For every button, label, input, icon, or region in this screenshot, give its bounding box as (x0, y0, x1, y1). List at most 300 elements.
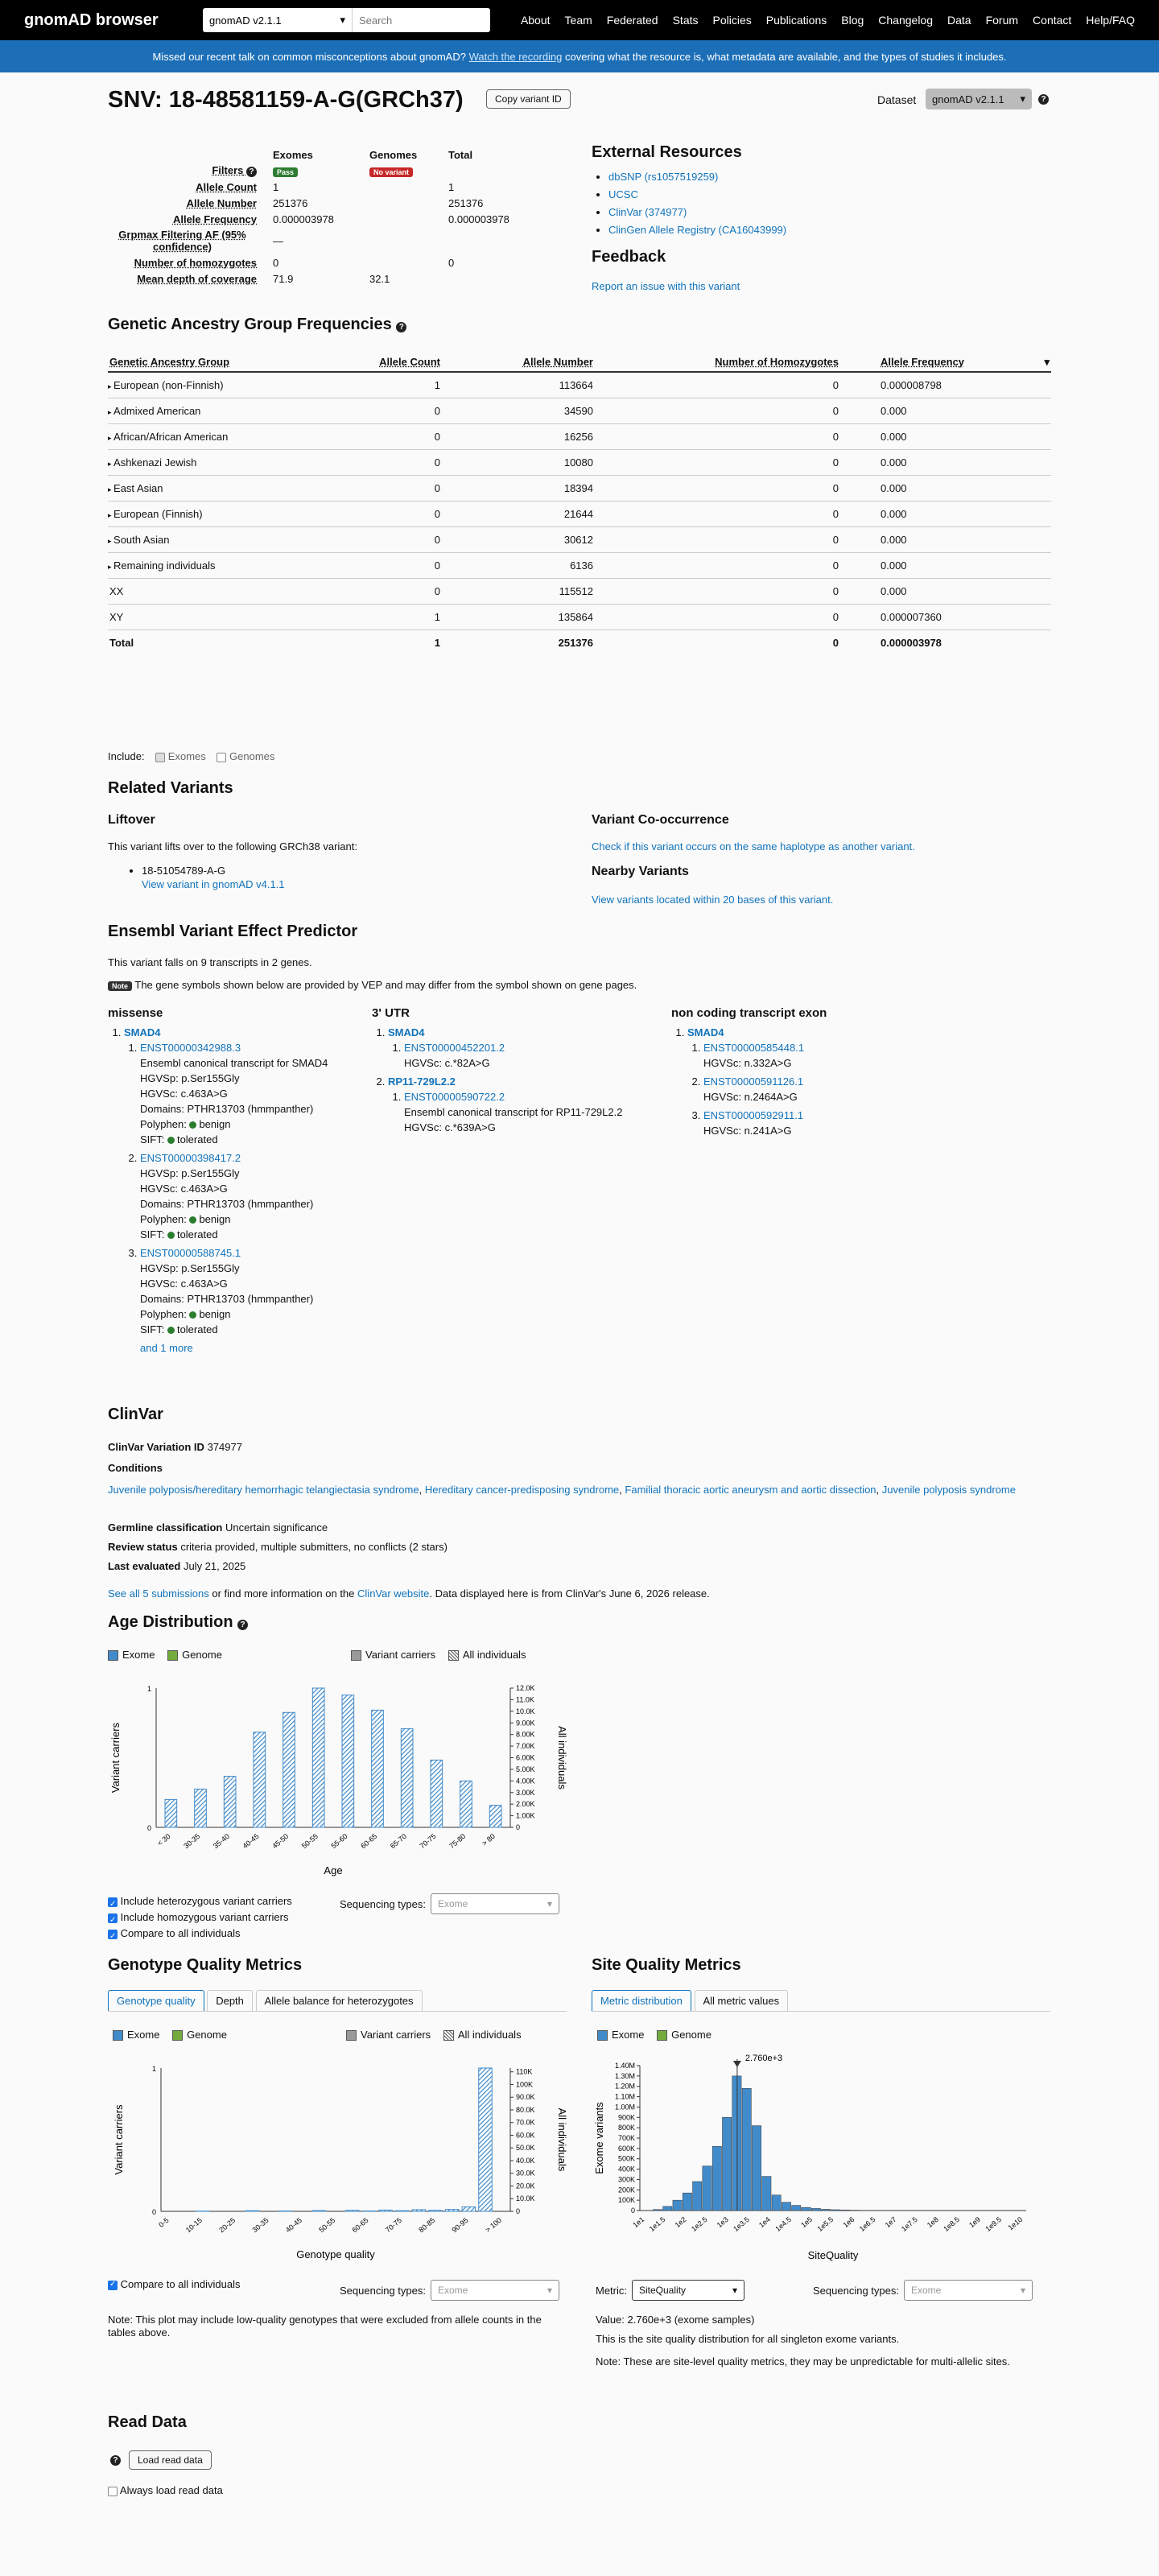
clinvar-title: ClinVar (108, 1406, 163, 1423)
table-cell: 1 (349, 372, 442, 398)
y2-tick-label: 60.0K (516, 2131, 535, 2140)
gene-link[interactable]: SMAD4 (388, 1026, 425, 1038)
table-row[interactable] (108, 552, 1051, 578)
nav-data[interactable]: Data (947, 14, 971, 27)
x-tick-label: 1e4.5 (773, 2215, 794, 2234)
table-cell: 0 (595, 372, 840, 398)
x-tick-label: 1e8.5 (942, 2215, 961, 2234)
nav-contact[interactable]: Contact (1033, 14, 1072, 27)
table-cell: 0.000003978 (881, 636, 942, 649)
expand-caret-icon[interactable]: ▸ (108, 433, 114, 442)
y2-tick-label: 0 (516, 2207, 521, 2215)
sq-bar (703, 2166, 711, 2211)
gq-compare-checkbox[interactable] (108, 2281, 118, 2290)
y-tick-label: 1.20M (614, 2082, 635, 2091)
age-legend: Exome Genome (108, 1649, 222, 1661)
cooc-title: Variant Co-occurrence (592, 813, 729, 827)
x-tick-label: 30-35 (182, 1831, 202, 1851)
age-title: Age Distribution ? (108, 1613, 248, 1632)
table-cell: 0 (595, 501, 840, 526)
show-more-link[interactable]: and 1 more (140, 1342, 193, 1354)
table-cell: 113664 (442, 372, 595, 398)
top-nav (0, 0, 1159, 40)
cooc-link[interactable]: Check if this variant occurs on the same haplotype as another variant. (592, 840, 915, 852)
table-cell: 0.000 (840, 475, 1051, 501)
caret-down-icon: ▾ (1020, 2285, 1025, 2296)
status-dot-icon (189, 1311, 196, 1319)
x-tick-label: 1e10 (1006, 2215, 1025, 2232)
y-tick-label: 0 (151, 2208, 156, 2216)
x-tick-label: 80-85 (417, 2215, 437, 2235)
col-header[interactable]: Genetic Ancestry Group (108, 353, 349, 372)
age-bar (283, 1712, 295, 1827)
page-title: SNV: 18-48581159-A-G(GRCh37) (108, 87, 464, 113)
table-cell: 0 (595, 526, 840, 552)
dbsnp-link[interactable]: dbSNP (rs1057519259) (608, 171, 719, 183)
y2-tick-label: 20.0K (516, 2182, 535, 2190)
tab-all-metric-values[interactable]: All metric values (695, 1990, 789, 2011)
table-cell: 30612 (442, 526, 595, 552)
expand-caret-icon[interactable]: ▸ (108, 459, 114, 468)
status-dot-icon (189, 1121, 196, 1129)
table-cell: 0.000 (840, 501, 1051, 526)
help-icon[interactable]: ? (237, 1620, 248, 1630)
table-row[interactable] (108, 372, 1051, 398)
y-tick-label: 700K (617, 2134, 635, 2142)
y-axis-label: Exome variants (593, 2102, 605, 2174)
condition-link[interactable]: Familial thoracic aortic aneurysm and aortic dissection (625, 1484, 876, 1496)
transcript-detail: SIFT: tolerated (140, 1133, 218, 1146)
y-tick-label: 800K (617, 2124, 635, 2132)
feedback-title: Feedback (592, 248, 666, 266)
y2-tick-label: 10.0K (516, 2194, 535, 2203)
table-cell: 21644 (442, 501, 595, 526)
condition-link[interactable]: Juvenile polyposis/hereditary hemorrhagic telangiectasia syndrome (108, 1484, 419, 1496)
transcript-detail: Polyphen: benign (140, 1308, 231, 1320)
ucsc-link[interactable]: UCSC (608, 188, 638, 200)
x-tick-label: 30-35 (250, 2215, 270, 2235)
nav-changelog[interactable]: Changelog (878, 14, 934, 27)
sq-bar (722, 2117, 731, 2211)
y2-tick-label: 9.00K (516, 1719, 535, 1728)
gq-bar (445, 2210, 459, 2211)
liftover-title: Liftover (108, 813, 155, 827)
age-bar (431, 1760, 443, 1827)
x-tick-label: 70-75 (418, 1831, 438, 1851)
help-icon[interactable]: ? (1038, 94, 1049, 105)
help-icon[interactable]: ? (110, 2455, 121, 2466)
y2-tick-label: 5.00K (516, 1765, 535, 1773)
x-tick-label: 1e5.5 (815, 2215, 835, 2234)
transcript-detail: Domains: PTHR13703 (hmmpanther) (140, 1293, 314, 1305)
table-row[interactable] (108, 604, 1051, 630)
table-cell: 34590 (442, 398, 595, 423)
table-cell: 0 (595, 475, 840, 501)
transcript-link[interactable]: ENST00000342988.3 (140, 1042, 241, 1054)
y-tick-label: 1 (146, 1685, 151, 1693)
sq-bar (792, 2206, 801, 2211)
table-cell: ▸ African/African American (108, 423, 349, 449)
col-header[interactable]: Allele Number (442, 353, 595, 372)
condition-link[interactable]: Hereditary cancer-predisposing syndrome (424, 1484, 620, 1496)
table-cell: ▸ Ashkenazi Jewish (108, 449, 349, 475)
x-tick-label: 20-25 (217, 2215, 237, 2235)
y-tick-label: 900K (617, 2113, 635, 2122)
sq-bar (683, 2193, 691, 2211)
clingen-link[interactable]: ClinGen Allele Registry (CA16043999) (608, 224, 787, 236)
transcript-detail: HGVSp: p.Ser155Gly (140, 1262, 240, 1274)
expand-caret-icon[interactable]: ▸ (108, 485, 114, 493)
transcript-detail: Polyphen: benign (140, 1213, 231, 1225)
sq-bar (802, 2207, 810, 2211)
table-cell: 0 (349, 501, 442, 526)
pass-badge: Pass (273, 167, 298, 177)
y2-tick-label: 80.0K (516, 2105, 535, 2114)
age-seq-select[interactable]: Exome ▾ (431, 1893, 559, 1914)
nav-policies[interactable]: Policies (712, 14, 752, 27)
table-row[interactable] (108, 398, 1051, 423)
y2-tick-label: 40.0K (516, 2156, 535, 2165)
nav-federated[interactable]: Federated (606, 14, 658, 27)
table-cell: XY (108, 604, 349, 630)
x-tick-label: 1e9 (967, 2215, 983, 2230)
table-cell: 0.000007360 (840, 604, 1051, 630)
gq-legend: Exome Genome (113, 2029, 227, 2041)
ancestry-title: Genetic Ancestry Group Frequencies ? (108, 316, 406, 334)
table-cell: ▸ European (Finnish) (108, 501, 349, 526)
y-tick-label: 1.40M (614, 2062, 635, 2070)
note-badge: Note (108, 981, 132, 991)
gene-link[interactable]: RP11-729L2.2 (388, 1075, 456, 1088)
transcript-link[interactable]: ENST00000398417.2 (140, 1152, 241, 1164)
table-cell: ▸ European (non-Finnish) (108, 372, 349, 398)
table-cell: 6136 (442, 552, 595, 578)
table-cell: 0 (832, 636, 839, 649)
nav-about[interactable]: About (520, 14, 551, 27)
table-cell: 0 (349, 398, 442, 423)
table-cell: ▸ Admixed American (108, 398, 349, 423)
age-bar (254, 1732, 266, 1827)
sq-bar (742, 2088, 751, 2211)
age-bar (460, 1781, 472, 1827)
vep-missense: missense 1. SMAD4 1. ENST00000342988.3 Ensembl canonical transcript for SMAD4 HGVSp: p.Ser155Gly HGVSc: c.463A>G Domains: PTHR13703 (hmmpanther) Polyphen: benign SIFT: tolerated 2. ENST00000398417.2 HGVSp: p.Ser155Gly HGVSc: c.463A>G Domains: PTHR13703 (hmmpanther) Polyphen: benign SIFT: tolerated 3. ENST00000588745.1 HGVSp: p.Ser155Gly HGVSc: c.463A>G Domains: PTHR13703 (hmmpanther) Polyphen: benign SIFT: tolerated and 1 more (108, 1006, 365, 1359)
nav-forum[interactable]: Forum (985, 14, 1019, 27)
help-icon[interactable]: ? (246, 167, 257, 177)
x-tick-label: 1e5 (799, 2215, 815, 2230)
x-tick-label: 1e1.5 (647, 2215, 667, 2234)
report-issue-link[interactable]: Report an issue with this variant (592, 280, 740, 292)
gq-seq-select[interactable]: Exome ▾ (431, 2280, 559, 2301)
no-variant-badge: No variant (369, 167, 413, 177)
y2-tick-label: 100K (516, 2080, 534, 2089)
transcript-detail: Ensembl canonical transcript for SMAD4 (140, 1057, 328, 1069)
table-row[interactable] (108, 423, 1051, 449)
table-cell: 0 (349, 578, 442, 604)
sq-bar (653, 2210, 662, 2211)
age-bar (342, 1695, 354, 1827)
status-dot-icon (167, 1327, 175, 1334)
sq-bar (831, 2210, 840, 2211)
age-bar (195, 1789, 207, 1827)
caret-down-icon: ▾ (340, 14, 345, 26)
clinvar-link[interactable]: ClinVar (374977) (608, 206, 687, 218)
table-cell: ▸ Remaining individuals (108, 552, 349, 578)
sq-bar (772, 2195, 781, 2211)
x-axis-label: SiteQuality (807, 2249, 859, 2261)
transcript-link[interactable]: ENST00000590722.2 (404, 1091, 505, 1103)
nearby-link[interactable]: View variants located within 20 bases of this variant. (592, 894, 834, 906)
y2-axis-label: All individuals (556, 2107, 568, 2172)
x-tick-label: > 100 (484, 2215, 503, 2235)
nav-stats[interactable]: Stats (672, 14, 699, 27)
gene-link[interactable]: SMAD4 (687, 1026, 724, 1038)
y-tick-label: 1.00M (614, 2103, 635, 2112)
y2-tick-label: 30.0K (516, 2169, 535, 2178)
y2-tick-label: 6.00K (516, 1753, 535, 1762)
sq-bar (663, 2207, 672, 2211)
table-row[interactable] (108, 501, 1051, 526)
nav-help[interactable]: Help/FAQ (1086, 14, 1135, 27)
table-cell: 1 (434, 636, 440, 649)
table-cell: ▸ East Asian (108, 475, 349, 501)
sq-seq-select[interactable]: Exome ▾ (904, 2280, 1033, 2301)
status-dot-icon (189, 1216, 196, 1224)
x-tick-label: 40-45 (283, 2215, 303, 2235)
age-bar (312, 1688, 324, 1827)
caret-down-icon: ▾ (547, 2285, 552, 2296)
age-bar (372, 1710, 384, 1827)
liftover-link[interactable]: View variant in gnomAD v4.1.1 (142, 878, 285, 890)
expand-caret-icon[interactable]: ▸ (108, 382, 114, 390)
x-tick-label: 35-40 (211, 1831, 231, 1851)
table-cell: 0 (349, 449, 442, 475)
gq-bar (379, 2210, 393, 2211)
col-header-sorted[interactable]: Allele Frequency ▾ (840, 353, 1051, 372)
y2-tick-label: 50.0K (516, 2144, 535, 2153)
metric-select[interactable]: SiteQuality ▾ (632, 2280, 744, 2301)
sq-bar (782, 2202, 790, 2211)
ancestry-table (108, 353, 1051, 655)
table-row[interactable] (108, 578, 1051, 604)
expand-caret-icon[interactable]: ▸ (108, 407, 114, 416)
tab-depth[interactable]: Depth (207, 1990, 253, 2011)
external-resources-title: External Resources (592, 143, 742, 161)
status-dot-icon (167, 1137, 175, 1144)
tab-metric-distribution[interactable]: Metric distribution (592, 1990, 691, 2011)
x-tick-label: 40-45 (241, 1831, 261, 1851)
y-tick-label: 0 (630, 2207, 635, 2215)
gq-bar (412, 2210, 426, 2211)
x-tick-label: 90-95 (450, 2215, 470, 2235)
y-tick-label: 100K (617, 2196, 635, 2205)
y2-tick-label: 10.0K (516, 1707, 535, 1715)
sort-caret-icon: ▾ (1044, 355, 1050, 368)
gq-tabs (108, 1990, 567, 2012)
table-row[interactable] (108, 449, 1051, 475)
age-legend-2: Variant carriers All individuals (351, 1649, 526, 1661)
table-cell: 0 (595, 423, 840, 449)
y2-tick-label: 90.0K (516, 2093, 535, 2102)
y2-tick-label: 11.0K (516, 1695, 534, 1704)
transcript-detail: Domains: PTHR13703 (hmmpanther) (140, 1103, 314, 1115)
marker-arrow-icon (733, 2061, 741, 2067)
x-tick-label: 1e3.5 (732, 2215, 751, 2234)
transcript-link[interactable]: ENST00000588745.1 (140, 1247, 241, 1259)
external-links (608, 171, 786, 242)
table-cell: 0 (595, 604, 840, 630)
search-input[interactable]: Search (352, 8, 490, 32)
y-tick-label: 0 (146, 1824, 151, 1832)
age-bar (401, 1728, 413, 1827)
table-cell: 0.000 (840, 578, 1051, 604)
copy-variant-id-button[interactable]: Copy variant ID (486, 89, 571, 109)
y2-tick-label: 2.00K (516, 1800, 535, 1809)
condition-link[interactable]: Juvenile polyposis syndrome (881, 1484, 1016, 1496)
x-axis-label: Age (324, 1864, 343, 1876)
always-load-checkbox[interactable] (108, 2487, 118, 2496)
x-tick-label: 1e3 (715, 2215, 730, 2230)
y2-tick-label: 70.0K (516, 2118, 535, 2127)
het-checkbox[interactable] (108, 1897, 118, 1907)
age-chart (108, 1674, 575, 1884)
genomes-checkbox[interactable] (217, 753, 226, 762)
sq-bar (762, 2177, 771, 2211)
sq-bar (752, 2126, 761, 2211)
x-tick-label: 70-75 (383, 2215, 403, 2235)
x-tick-label: 1e7 (883, 2215, 898, 2230)
x-tick-label: 1e9.5 (984, 2215, 1004, 2234)
table-row[interactable] (108, 526, 1051, 552)
transcript-link[interactable]: ENST00000591126.1 (703, 1075, 804, 1088)
table-cell: 0.000 (840, 526, 1051, 552)
table-cell: 115512 (442, 578, 595, 604)
x-tick-label: 1e4 (757, 2215, 772, 2230)
transcript-link[interactable]: ENST00000585448.1 (703, 1042, 805, 1054)
vep-noncoding: non coding transcript exon 1. SMAD4 1. ENST00000585448.1 HGVSc: n.332A>G 2. ENST00000591126.1 HGVSc: n.2464A>G 3. ENST00000592911.1 HGVSc: n.241A>G (671, 1006, 913, 1141)
transcript-detail: Domains: PTHR13703 (hmmpanther) (140, 1198, 314, 1210)
gq-bar (479, 2068, 493, 2211)
liftover-list: • 18-51054789-A-G (142, 865, 225, 877)
summary-table: Exomes Genomes Total Filters ? Pass No variant Allele Count 1 1 Allele Number 251376 251376 Allele Frequency 0.000003978 0.000003978 Grpmax Filtering AF (95% confidence) — Number of homozygotes 0 0 Mean depth of coverage 71.9 32.1 (118, 148, 509, 285)
age-bar (489, 1806, 501, 1827)
banner-link[interactable]: Watch the recording (468, 50, 563, 63)
col-header[interactable]: Number of Homozygotes (595, 353, 840, 372)
gq-title: Genotype Quality Metrics (108, 1956, 303, 1974)
sq-legend: Exome Genome (597, 2029, 711, 2041)
read-title: Read Data (108, 2413, 187, 2431)
y-tick-label: 200K (617, 2186, 635, 2194)
y2-tick-label: 3.00K (516, 1788, 535, 1797)
x-tick-label: 50-55 (317, 2215, 337, 2235)
brand-logo[interactable]: gnomAD browser (24, 10, 159, 29)
nav-publications[interactable]: Publications (765, 14, 827, 27)
hom-checkbox[interactable] (108, 1913, 118, 1923)
dataset-select[interactable]: gnomAD v2.1.1 ▾ (926, 89, 1032, 109)
sq-bar (673, 2200, 682, 2211)
x-tick-label: 1e6.5 (857, 2215, 877, 2234)
version-select[interactable]: gnomAD v2.1.1 ▾ (203, 8, 352, 32)
transcript-detail: SIFT: tolerated (140, 1228, 218, 1241)
tab-allele-balance[interactable]: Allele balance for heterozygotes (256, 1990, 423, 2011)
gq-chart (108, 2054, 575, 2268)
tab-genotype-quality[interactable]: Genotype quality (108, 1990, 204, 2011)
transcript-link[interactable]: ENST00000592911.1 (703, 1109, 804, 1121)
table-cell: XX (108, 578, 349, 604)
nav-blog[interactable]: Blog (841, 14, 864, 27)
table-cell: 1 (349, 604, 442, 630)
y2-tick-label: 12.0K (516, 1684, 535, 1692)
y2-axis-label: All individuals (556, 1726, 568, 1790)
y2-tick-label: 8.00K (516, 1730, 535, 1739)
x-tick-label: 1e6 (841, 2215, 856, 2230)
nav-team[interactable]: Team (564, 14, 592, 27)
y-tick-label: 1.10M (614, 2092, 635, 2101)
expand-caret-icon[interactable]: ▸ (108, 510, 114, 519)
transcript-link[interactable]: ENST00000452201.2 (404, 1042, 505, 1054)
compare-checkbox[interactable] (108, 1930, 118, 1939)
expand-caret-icon[interactable]: ▸ (108, 562, 114, 571)
table-cell: 135864 (442, 604, 595, 630)
vep-title: Ensembl Variant Effect Predictor (108, 923, 358, 940)
x-tick-label: 55-60 (329, 1831, 349, 1851)
status-dot-icon (167, 1232, 175, 1239)
table-cell: 18394 (442, 475, 595, 501)
y2-tick-label: 1.00K (516, 1811, 535, 1820)
caret-down-icon: ▾ (732, 2285, 737, 2296)
sq-bar (841, 2210, 850, 2211)
expand-caret-icon[interactable]: ▸ (108, 536, 114, 545)
table-cell: ▸ South Asian (108, 526, 349, 552)
sq-bar (693, 2182, 702, 2211)
y2-tick-label: 0 (516, 1823, 521, 1831)
caret-down-icon: ▾ (1020, 93, 1025, 105)
y-tick-label: 600K (617, 2144, 635, 2153)
x-tick-label: 1e1 (631, 2215, 646, 2230)
x-tick-label: 60-65 (359, 1831, 379, 1851)
all-submissions-link[interactable]: See all 5 submissions (108, 1587, 209, 1600)
clinvar-website-link[interactable]: ClinVar website (357, 1587, 430, 1600)
table-row[interactable] (108, 475, 1051, 501)
vep-utr: 3' UTR 1. SMAD4 1. ENST00000452201.2 HGVSc: c.*82A>G 2. RP11-729L2.2 1. ENST00000590722.2 Ensembl canonical transcript for RP11-729L2.2 HGVSc: c.*639A>G (372, 1006, 662, 1138)
table-cell: 16256 (442, 423, 595, 449)
exomes-checkbox[interactable] (155, 753, 165, 762)
marker-label: 2.760e+3 (744, 2054, 783, 2063)
transcript-detail: HGVSc: c.463A>G (140, 1183, 228, 1195)
y-tick-label: 1.30M (614, 2071, 635, 2080)
ancestry-table-wrap (108, 353, 1051, 655)
x-tick-label: 1e8 (925, 2215, 940, 2230)
table-cell: Total (109, 636, 134, 649)
x-tick-label: < 30 (155, 1831, 172, 1847)
caret-down-icon: ▾ (547, 1898, 552, 1909)
table-cell: 0 (595, 449, 840, 475)
clinvar-conditions: Juvenile polyposis/hereditary hemorrhagic telangiectasia syndrome, Hereditary cancer-predisposing syndrome, Familial thoracic aortic aneurysm and aortic dissection, Juvenile polyposis syndrome (108, 1484, 1016, 1496)
gq-legend-2: Variant carriers All individuals (346, 2029, 522, 2041)
transcript-detail: HGVSp: p.Ser155Gly (140, 1072, 240, 1084)
table-cell: 251376 (558, 636, 593, 649)
table-row[interactable] (108, 630, 1051, 655)
table-cell: 0 (595, 398, 840, 423)
load-read-data-button[interactable]: Load read data (129, 2450, 212, 2470)
gene-link[interactable]: SMAD4 (124, 1026, 161, 1038)
x-tick-label: 0-5 (157, 2215, 171, 2229)
age-bar (165, 1799, 177, 1827)
age-checks: ✓ Include heterozygous variant carriers ✓ Include homozygous variant carriers ✓ Compare to all individuals (108, 1893, 292, 1942)
y-tick-label: 300K (617, 2175, 635, 2184)
sq-chart (592, 2050, 1058, 2267)
col-header[interactable]: Allele Count (349, 353, 442, 372)
help-icon[interactable]: ? (396, 322, 406, 332)
